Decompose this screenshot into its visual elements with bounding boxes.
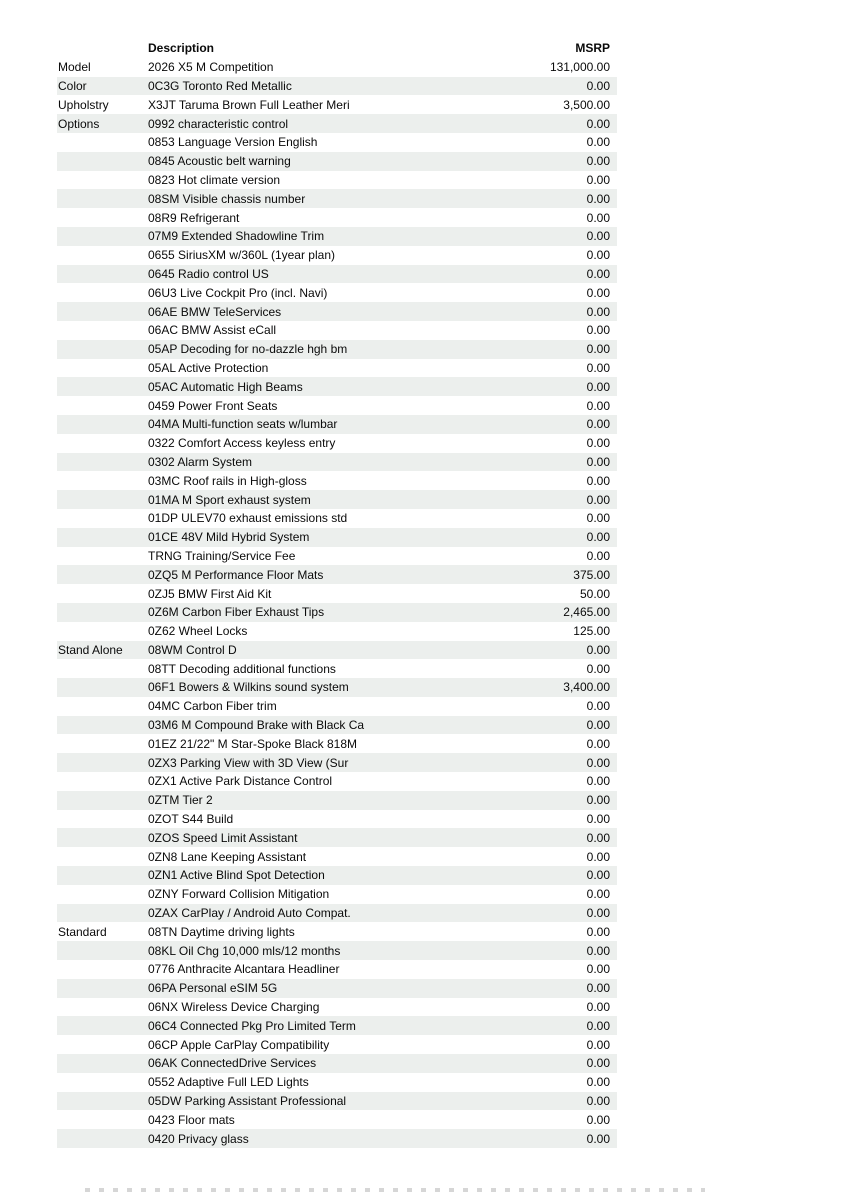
row-msrp: 0.00 [586,360,610,375]
row-msrp: 0.00 [586,1075,610,1090]
row-description: 01MA M Sport exhaust system [148,492,311,507]
row-description: 0ZOT S44 Build [148,812,234,827]
row-description: 08TT Decoding additional functions [148,661,336,676]
table-row [57,227,617,246]
row-msrp: 0.00 [586,454,610,469]
row-msrp: 3,400.00 [563,680,610,695]
table-row [57,622,617,641]
row-msrp: 0.00 [586,116,610,131]
row-msrp: 0.00 [586,981,610,996]
table-row [57,641,617,660]
table-row [57,453,617,472]
row-msrp: 0.00 [586,379,610,394]
row-description: 0ZN8 Lane Keeping Assistant [148,849,307,864]
row-msrp: 131,000.00 [549,60,610,75]
row-category: Color [58,78,87,93]
row-msrp: 0.00 [586,736,610,751]
table-row [57,1054,617,1073]
row-description: 0Z62 Wheel Locks [148,624,248,639]
row-description: 08R9 Refrigerant [148,210,240,225]
row-msrp: 0.00 [586,248,610,263]
row-msrp: 0.00 [586,1056,610,1071]
row-description: 2026 X5 M Competition [148,60,274,75]
table-row [57,471,617,490]
row-msrp: 0.00 [586,1037,610,1052]
vehicle-order-table [57,39,617,1148]
table-header-row [57,39,617,58]
row-category: Options [58,116,100,131]
table-row [57,415,617,434]
row-description: 06F1 Bowers & Wilkins sound system [148,680,349,695]
table-row [57,340,617,359]
table-row [57,697,617,716]
row-description: 03MC Roof rails in High-gloss [148,473,307,488]
table-row [57,283,617,302]
table-row [57,208,617,227]
table-row [57,716,617,735]
row-description: 06AE BMW TeleServices [148,304,282,319]
page-bottom-cutoff-marks [85,1188,705,1192]
row-msrp: 0.00 [586,755,610,770]
row-msrp: 0.00 [586,210,610,225]
row-description: 06NX Wireless Device Charging [148,1000,320,1015]
row-description: 06CP Apple CarPlay Compatibility [148,1037,330,1052]
row-description: 0C3G Toronto Red Metallic [148,78,292,93]
row-description: 05AL Active Protection [148,360,269,375]
row-category: Model [58,60,91,75]
table-row [57,584,617,603]
row-description: 08KL Oil Chg 10,000 mls/12 months [148,943,341,958]
row-msrp: 0.00 [586,849,610,864]
row-description: 0645 Radio control US [148,266,269,281]
row-description: 03M6 M Compound Brake with Black Ca [148,718,365,733]
row-msrp: 0.00 [586,812,610,827]
row-msrp: 0.00 [586,699,610,714]
row-msrp: 0.00 [586,943,610,958]
row-msrp: 2,465.00 [563,605,610,620]
row-description: 0423 Floor mats [148,1112,235,1127]
row-description: 0459 Power Front Seats [148,398,278,413]
row-msrp: 0.00 [586,548,610,563]
table-row [57,246,617,265]
table-row [57,565,617,584]
table-row [57,922,617,941]
row-description: 0ZX1 Active Park Distance Control [148,774,333,789]
row-description: 05AP Decoding for no-dazzle hgh bm [148,342,348,357]
row-description: 0ZX3 Parking View with 3D View (Sur [148,755,349,770]
row-description: 0420 Privacy glass [148,1131,249,1146]
row-description: 06PA Personal eSIM 5G [148,981,278,996]
row-msrp: 0.00 [586,1000,610,1015]
row-msrp: 0.00 [586,1131,610,1146]
row-description: 01EZ 21/22" M Star-Spoke Black 818M [148,736,358,751]
row-description: 05DW Parking Assistant Professional [148,1094,347,1109]
row-description: 0ZOS Speed Limit Assistant [148,830,298,845]
row-category: Upholstry [58,97,109,112]
row-msrp: 0.00 [586,417,610,432]
row-description: 08SM Visible chassis number [148,191,306,206]
row-category: Stand Alone [58,642,123,657]
row-msrp: 0.00 [586,511,610,526]
column-header-msrp: MSRP [575,41,610,56]
row-msrp: 0.00 [586,868,610,883]
row-description: 01CE 48V Mild Hybrid System [148,530,310,545]
table-row [57,77,617,96]
row-description: 0ZQ5 M Performance Floor Mats [148,567,324,582]
row-msrp: 0.00 [586,172,610,187]
table-row [57,1092,617,1111]
row-description: 0322 Comfort Access keyless entry [148,436,336,451]
row-msrp: 125.00 [573,624,610,639]
row-msrp: 0.00 [586,1112,610,1127]
table-row [57,377,617,396]
row-msrp: 0.00 [586,78,610,93]
row-description: 08WM Control D [148,642,237,657]
row-msrp: 0.00 [586,229,610,244]
table-row [57,1035,617,1054]
table-row [57,1016,617,1035]
row-msrp: 0.00 [586,266,610,281]
row-description: 0ZN1 Active Blind Spot Detection [148,868,325,883]
row-description: 07M9 Extended Shadowline Trim [148,229,325,244]
table-row [57,659,617,678]
row-msrp: 375.00 [573,567,610,582]
row-msrp: 0.00 [586,924,610,939]
table-row [57,434,617,453]
table-row [57,95,617,114]
row-msrp: 0.00 [586,135,610,150]
row-description: 06AC BMW Assist eCall [148,323,277,338]
row-msrp: 0.00 [586,492,610,507]
table-row [57,359,617,378]
row-description: 0776 Anthracite Alcantara Headliner [148,962,340,977]
table-row [57,321,617,340]
row-description: 0655 SiriusXM w/360L (1year plan) [148,248,335,263]
table-row [57,58,617,77]
row-msrp: 0.00 [586,774,610,789]
row-msrp: 0.00 [586,154,610,169]
row-msrp: 50.00 [579,586,610,601]
row-description: 04MC Carbon Fiber trim [148,699,277,714]
row-msrp: 0.00 [586,191,610,206]
table-row [57,509,617,528]
row-description: 0302 Alarm System [148,454,253,469]
table-row [57,490,617,509]
table-row [57,810,617,829]
row-description: 0853 Language Version English [148,135,318,150]
row-description: 01DP ULEV70 exhaust emissions std [148,511,348,526]
row-msrp: 3,500.00 [563,97,610,112]
row-msrp: 0.00 [586,304,610,319]
row-description: 0ZAX CarPlay / Android Auto Compat. [148,906,351,921]
table-row [57,828,617,847]
row-description: 06C4 Connected Pkg Pro Limited Term [148,1018,356,1033]
table-row [57,603,617,622]
row-description: 04MA Multi-function seats w/lumbar [148,417,338,432]
row-description: 0823 Hot climate version [148,172,281,187]
row-description: 0ZNY Forward Collision Mitigation [148,887,330,902]
table-row [57,885,617,904]
table-row [57,528,617,547]
row-description: 0ZJ5 BMW First Aid Kit [148,586,272,601]
table-row [57,133,617,152]
row-description: 06U3 Live Cockpit Pro (incl. Navi) [148,285,328,300]
row-msrp: 0.00 [586,1018,610,1033]
row-description: 0Z6M Carbon Fiber Exhaust Tips [148,605,325,620]
row-msrp: 0.00 [586,642,610,657]
row-description: 06AK ConnectedDrive Services [148,1056,317,1071]
row-msrp: 0.00 [586,906,610,921]
row-msrp: 0.00 [586,887,610,902]
row-msrp: 0.00 [586,323,610,338]
row-description: 0ZTM Tier 2 [148,793,213,808]
row-category: Standard [58,924,107,939]
row-msrp: 0.00 [586,1094,610,1109]
row-description: X3JT Taruma Brown Full Leather Meri [148,97,350,112]
row-msrp: 0.00 [586,342,610,357]
table-row [57,171,617,190]
table-row [57,941,617,960]
table-row [57,772,617,791]
table-row [57,979,617,998]
table-body [57,58,617,1148]
table-row [57,114,617,133]
table-row [57,1073,617,1092]
table-row [57,904,617,923]
row-msrp: 0.00 [586,962,610,977]
table-row [57,265,617,284]
row-msrp: 0.00 [586,661,610,676]
table-row [57,866,617,885]
table-row [57,998,617,1017]
row-msrp: 0.00 [586,718,610,733]
row-msrp: 0.00 [586,285,610,300]
row-msrp: 0.00 [586,436,610,451]
table-row [57,753,617,772]
row-msrp: 0.00 [586,793,610,808]
table-row [57,678,617,697]
row-description: 05AC Automatic High Beams [148,379,303,394]
column-header-description: Description [148,41,215,56]
row-msrp: 0.00 [586,830,610,845]
table-row [57,189,617,208]
row-msrp: 0.00 [586,398,610,413]
table-row [57,960,617,979]
row-description: 0992 characteristic control [148,116,289,131]
table-row [57,1110,617,1129]
table-row [57,734,617,753]
table-row [57,152,617,171]
table-row [57,547,617,566]
row-description: 0552 Adaptive Full LED Lights [148,1075,309,1090]
row-description: 08TN Daytime driving lights [148,924,295,939]
table-row [57,791,617,810]
table-row [57,847,617,866]
row-description: 0845 Acoustic belt warning [148,154,291,169]
row-msrp: 0.00 [586,530,610,545]
table-row [57,396,617,415]
row-msrp: 0.00 [586,473,610,488]
row-description: TRNG Training/Service Fee [148,548,296,563]
table-row [57,1129,617,1148]
table-row [57,302,617,321]
